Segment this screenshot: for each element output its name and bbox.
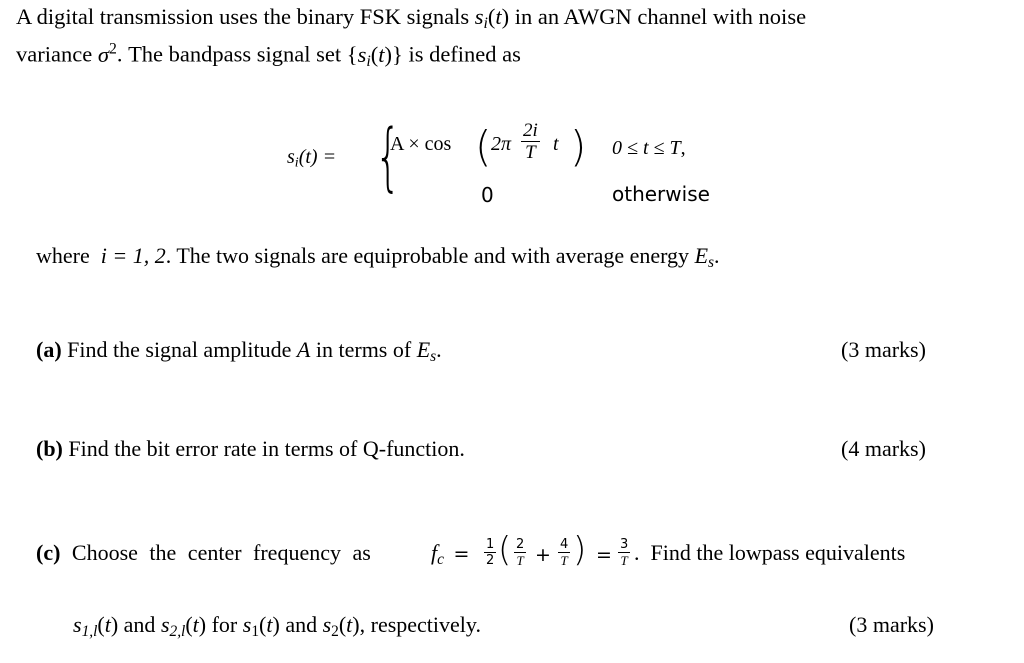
math-Es: $E_s$ [694, 243, 715, 271]
question-c-fc: $f_c$ = [431, 540, 470, 568]
question-b-label: (b) [36, 436, 63, 461]
math-si-t: $s_i(t)$ [474, 4, 510, 32]
equation-lhs: $s_i(t)$ = [287, 146, 337, 171]
question-b: (b) Find the bit error rate in terms of Q-function. [36, 436, 465, 461]
intro-text: variance [16, 41, 93, 67]
question-c-plus: + [535, 544, 551, 566]
question-c-frac-3: $\frac{4}{T}$ [560, 537, 569, 568]
question-c-right-paren: ) [573, 530, 587, 570]
intro-text: A digital transmission uses the binary FSK signals [16, 4, 470, 29]
case1-right-paren: ) [570, 122, 587, 171]
intro-text: . The bandpass signal set [116, 41, 342, 67]
intro-text: is defined as [408, 41, 521, 67]
case1-two-pi: 2π [491, 133, 512, 155]
math-s1: $s_1(t)$ [242, 612, 280, 640]
equation-case-1-cond: 0 ≤ t ≤ T, [612, 137, 686, 159]
question-c-marks: (3 marks) [849, 612, 934, 637]
question-c-frac-1: $\frac{1}{2}$ [486, 537, 495, 568]
math-s1l: $s_{1,l}(t)$ [73, 612, 119, 640]
question-a-label: (a) [36, 337, 62, 362]
intro-text: in an AWGN channel with noise [514, 4, 807, 29]
question-c-line-2: $s_{1,l}(t)$ and $s_{2,l}(t)$ for $s_1(t)$ and $s_2(t)$, respectively. [73, 612, 481, 640]
equation-brace: { [375, 114, 401, 200]
question-b-marks: (4 marks) [841, 436, 926, 461]
question-c-left-paren: ( [498, 530, 512, 570]
equation-case-2-cond: otherwise [612, 182, 710, 206]
intro-line-2 [16, 32, 521, 78]
equation-case-1-expr [390, 133, 451, 156]
question-a: (a) Find the signal amplitude A in terms of $E_s$. [36, 337, 442, 365]
math-signal-set: $\{s_i(t)\}$ [346, 41, 403, 70]
question-a-marks: (3 marks) [841, 337, 926, 362]
case1-t: t [553, 133, 559, 155]
question-c-frac-2: $\frac{2}{T}$ [516, 537, 525, 568]
case1-a-cos: A × cos [390, 133, 452, 155]
question-c-line-1: (c) Choose the center frequency as [36, 540, 371, 565]
math-s2: $s_2(t)$ [322, 612, 360, 640]
question-c-equals: = [596, 544, 612, 566]
equation-case-2-expr: 0 [481, 183, 494, 207]
case1-left-paren: ( [475, 122, 492, 171]
where-line: where i = 1, 2. The two signals are equiprobable and with average energy $E_s$. [36, 243, 720, 271]
math-s2l: $s_{2,l}(t)$ [160, 612, 207, 640]
math-sigma-sq: $\sigma^2$ [97, 40, 117, 67]
question-c-frac-4: $\frac{3}{T}$ [620, 537, 629, 568]
case1-fraction: $\frac{2i}{T}$ [523, 120, 538, 163]
question-c-label: (c) [36, 540, 61, 565]
question-c-text-2: . Find the lowpass equivalents [634, 540, 906, 565]
